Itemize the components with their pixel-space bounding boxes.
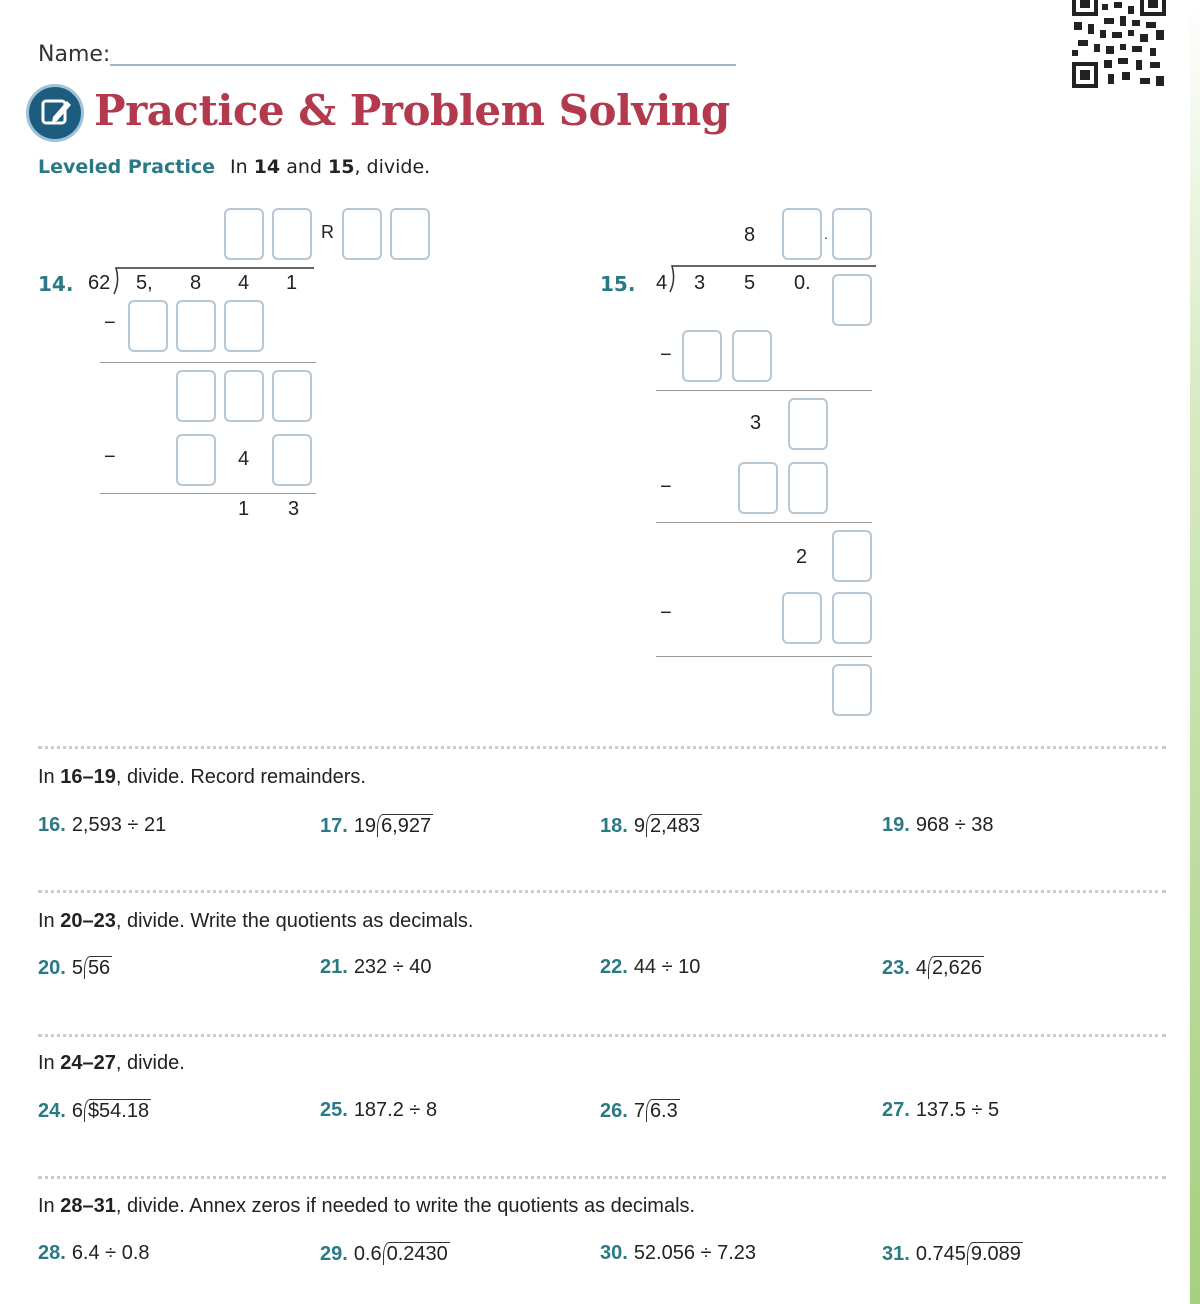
dividend-digit: 3 (694, 272, 706, 294)
quotient-known-digit: 8 (744, 224, 756, 246)
qr-code-icon[interactable] (1070, 0, 1168, 90)
problem-24: 24. 6 $54.18 (38, 1100, 150, 1122)
answer-box[interactable] (682, 330, 722, 382)
subtraction-line (656, 656, 872, 657)
problem-30: 30. 52.056 ÷ 7.23 (600, 1242, 756, 1264)
answer-box[interactable] (128, 300, 168, 352)
problem-27: 27. 137.5 ÷ 5 (882, 1099, 1000, 1121)
dividend-digit: 0. (794, 272, 811, 294)
answer-box[interactable] (782, 208, 822, 260)
problem-number: 15. (600, 272, 636, 296)
division-bracket: 56 (84, 956, 112, 979)
answer-box[interactable] (176, 370, 216, 422)
dividend-digit: 1 (286, 272, 298, 294)
page-title: Practice & Problem Solving (94, 86, 730, 135)
answer-box[interactable] (832, 530, 872, 582)
minus-sign: − (104, 312, 116, 334)
known-digit: 2 (796, 546, 808, 568)
pencil-icon (26, 84, 84, 142)
problem-26: 26. 7 6.3 (600, 1100, 678, 1122)
problem-21: 21. 232 ÷ 40 (320, 956, 432, 978)
problem-23: 23. 4 2,626 (882, 957, 982, 979)
answer-box[interactable] (788, 398, 828, 450)
subtraction-line (656, 522, 872, 523)
name-label: Name: (38, 42, 111, 67)
division-bracket: 6.3 (646, 1099, 680, 1122)
problem-31: 31. 0.745 9.089 (882, 1243, 1021, 1265)
divisor: 62 (88, 272, 111, 294)
dividend-digit: 5 (744, 272, 756, 294)
answer-box[interactable] (272, 208, 312, 260)
problem-19: 19. 968 ÷ 38 (882, 814, 994, 836)
answer-box[interactable] (224, 300, 264, 352)
dividend-digit: 8 (190, 272, 202, 294)
minus-sign: − (660, 344, 672, 366)
division-bracket: $54.18 (84, 1099, 151, 1122)
section-instruction: In 24–27, divide. (38, 1052, 185, 1074)
section-divider (38, 1176, 1166, 1179)
problem-28: 28. 6.4 ÷ 0.8 (38, 1242, 150, 1264)
minus-sign: − (660, 476, 672, 498)
section-divider (38, 746, 1166, 749)
problem-29: 29. 0.6 0.2430 (320, 1243, 448, 1265)
divisor: 4 (656, 272, 668, 294)
subtraction-line (656, 390, 872, 391)
problem-20: 20. 5 56 (38, 957, 111, 979)
subtraction-line (100, 493, 316, 494)
answer-box[interactable] (832, 274, 872, 326)
section-instruction: In 16–19, divide. Record remainders. (38, 766, 366, 788)
answer-box[interactable] (176, 434, 216, 486)
answer-box[interactable] (738, 462, 778, 514)
division-bracket: 0.2430 (383, 1242, 450, 1265)
remainder-label: R (321, 222, 334, 242)
leveled-practice-label: Leveled Practice (38, 156, 216, 178)
answer-box[interactable] (832, 208, 872, 260)
answer-box[interactable] (176, 300, 216, 352)
section-divider (38, 890, 1166, 893)
answer-box[interactable] (732, 330, 772, 382)
problem-18: 18. 9 2,483 (600, 815, 700, 837)
answer-box[interactable] (832, 592, 872, 644)
section-instruction: In 20–23, divide. Write the quotients as decimals. (38, 910, 474, 932)
minus-sign: − (104, 446, 116, 468)
answer-box[interactable] (224, 208, 264, 260)
section-divider (38, 1034, 1166, 1037)
answer-box[interactable] (832, 664, 872, 716)
division-bracket: 6,927 (377, 814, 433, 837)
answer-box[interactable] (272, 434, 312, 486)
answer-box[interactable] (788, 462, 828, 514)
minus-sign: − (660, 602, 672, 624)
division-bracket: 2,626 (928, 956, 984, 979)
name-input-line[interactable] (110, 64, 736, 66)
problem-16: 16. 2,593 ÷ 21 (38, 814, 167, 836)
problem-17: 17. 19 6,927 (320, 815, 432, 837)
final-digit: 3 (288, 498, 300, 520)
answer-box[interactable] (782, 592, 822, 644)
problem-22: 22. 44 ÷ 10 (600, 956, 701, 978)
page-edge-decoration (1190, 0, 1200, 1304)
final-digit: 1 (238, 498, 250, 520)
division-bracket: 9.089 (967, 1242, 1023, 1265)
section-instruction: In 28–31, divide. Annex zeros if needed to write the quotients as decimals. (38, 1195, 696, 1217)
known-digit: 3 (750, 412, 762, 434)
answer-box[interactable] (224, 370, 264, 422)
problem-25: 25. 187.2 ÷ 8 (320, 1099, 438, 1121)
dividend-digit: 4 (238, 272, 250, 294)
subtraction-line (100, 362, 316, 363)
leveled-practice-instruction: In 14 and 15, divide. (230, 156, 431, 178)
dividend-digit: 5, (136, 272, 153, 294)
problem-number: 14. (38, 272, 74, 296)
division-bracket: 2,483 (646, 814, 702, 837)
answer-box[interactable] (390, 208, 430, 260)
answer-box[interactable] (272, 370, 312, 422)
answer-box[interactable] (342, 208, 382, 260)
known-digit: 4 (238, 448, 250, 470)
